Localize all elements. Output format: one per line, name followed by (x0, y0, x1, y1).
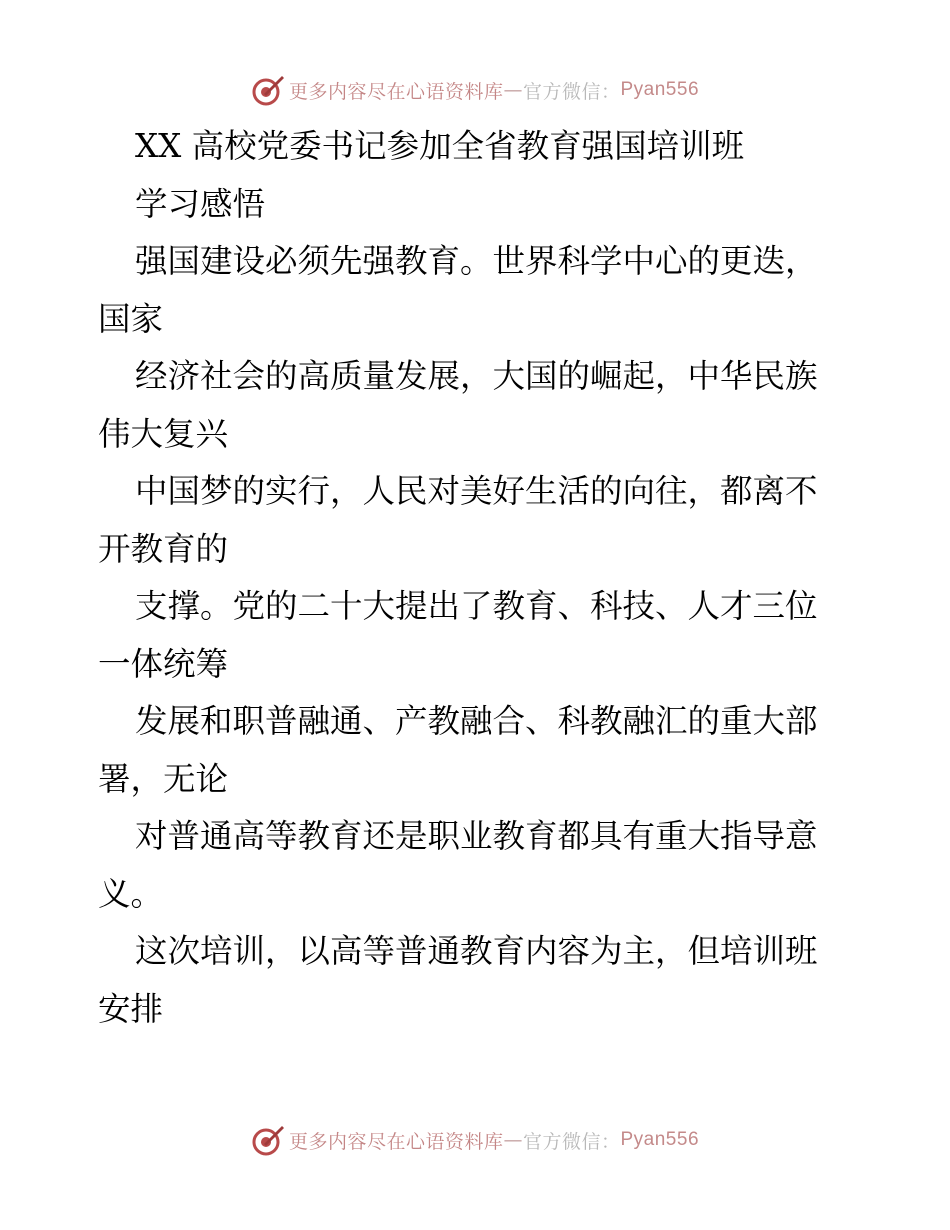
paragraph-line: 中国梦的实行，人民对美好生活的向往，都离不 (135, 472, 818, 510)
paragraph-line: 国家 (98, 299, 164, 338)
watermark-wechat-label: 官方微信： (522, 80, 621, 103)
watermark-dash: — (503, 79, 523, 101)
paragraph-line: 经济社会的高质量发展，大国的崛起，中华民族 (135, 357, 818, 395)
watermark-wechat-label: 官方微信： (522, 1130, 621, 1153)
paragraph-line: 强国建设必须先强教育。世界科学中心的更迭， (135, 242, 818, 280)
title-line: 学习感悟 (135, 184, 266, 223)
footer-watermark (0, 1120, 950, 1160)
paragraph-line: 署，无论 (98, 759, 229, 798)
paragraph-line: 发展和职普融通、产教融合、科教融汇的重大部 (135, 702, 818, 740)
watermark-wechat-id: Pyan556 (620, 79, 700, 100)
header-watermark (0, 70, 950, 110)
watermark-site-text: 更多内容尽在心语资料库 (288, 80, 504, 103)
paragraph-line: 伟大复兴 (98, 414, 229, 453)
paragraph-line: 开教育的 (98, 529, 229, 568)
paragraph-line: 支撑。党的二十大提出了教育、科技、人才三位 (135, 587, 818, 625)
paragraph-line: 这次培训，以高等普通教育内容为主，但培训班 (135, 932, 818, 970)
watermark-wechat-id: Pyan556 (620, 1129, 700, 1150)
watermark-site-text: 更多内容尽在心语资料库 (288, 1130, 504, 1153)
document-body (98, 118, 858, 1038)
watermark-dash: — (503, 1129, 523, 1151)
title-line: XX 高校党委书记参加全省教育强国培训班 (135, 127, 745, 165)
paragraph-line: 一体统筹 (98, 644, 229, 683)
paragraph-line: 对普通高等教育还是职业教育都具有重大指导意 (135, 817, 818, 855)
paragraph-line: 安排 (98, 989, 164, 1028)
quill-logo-icon (251, 73, 285, 107)
quill-logo-icon (251, 1123, 285, 1157)
paragraph-line: 义。 (98, 874, 164, 913)
